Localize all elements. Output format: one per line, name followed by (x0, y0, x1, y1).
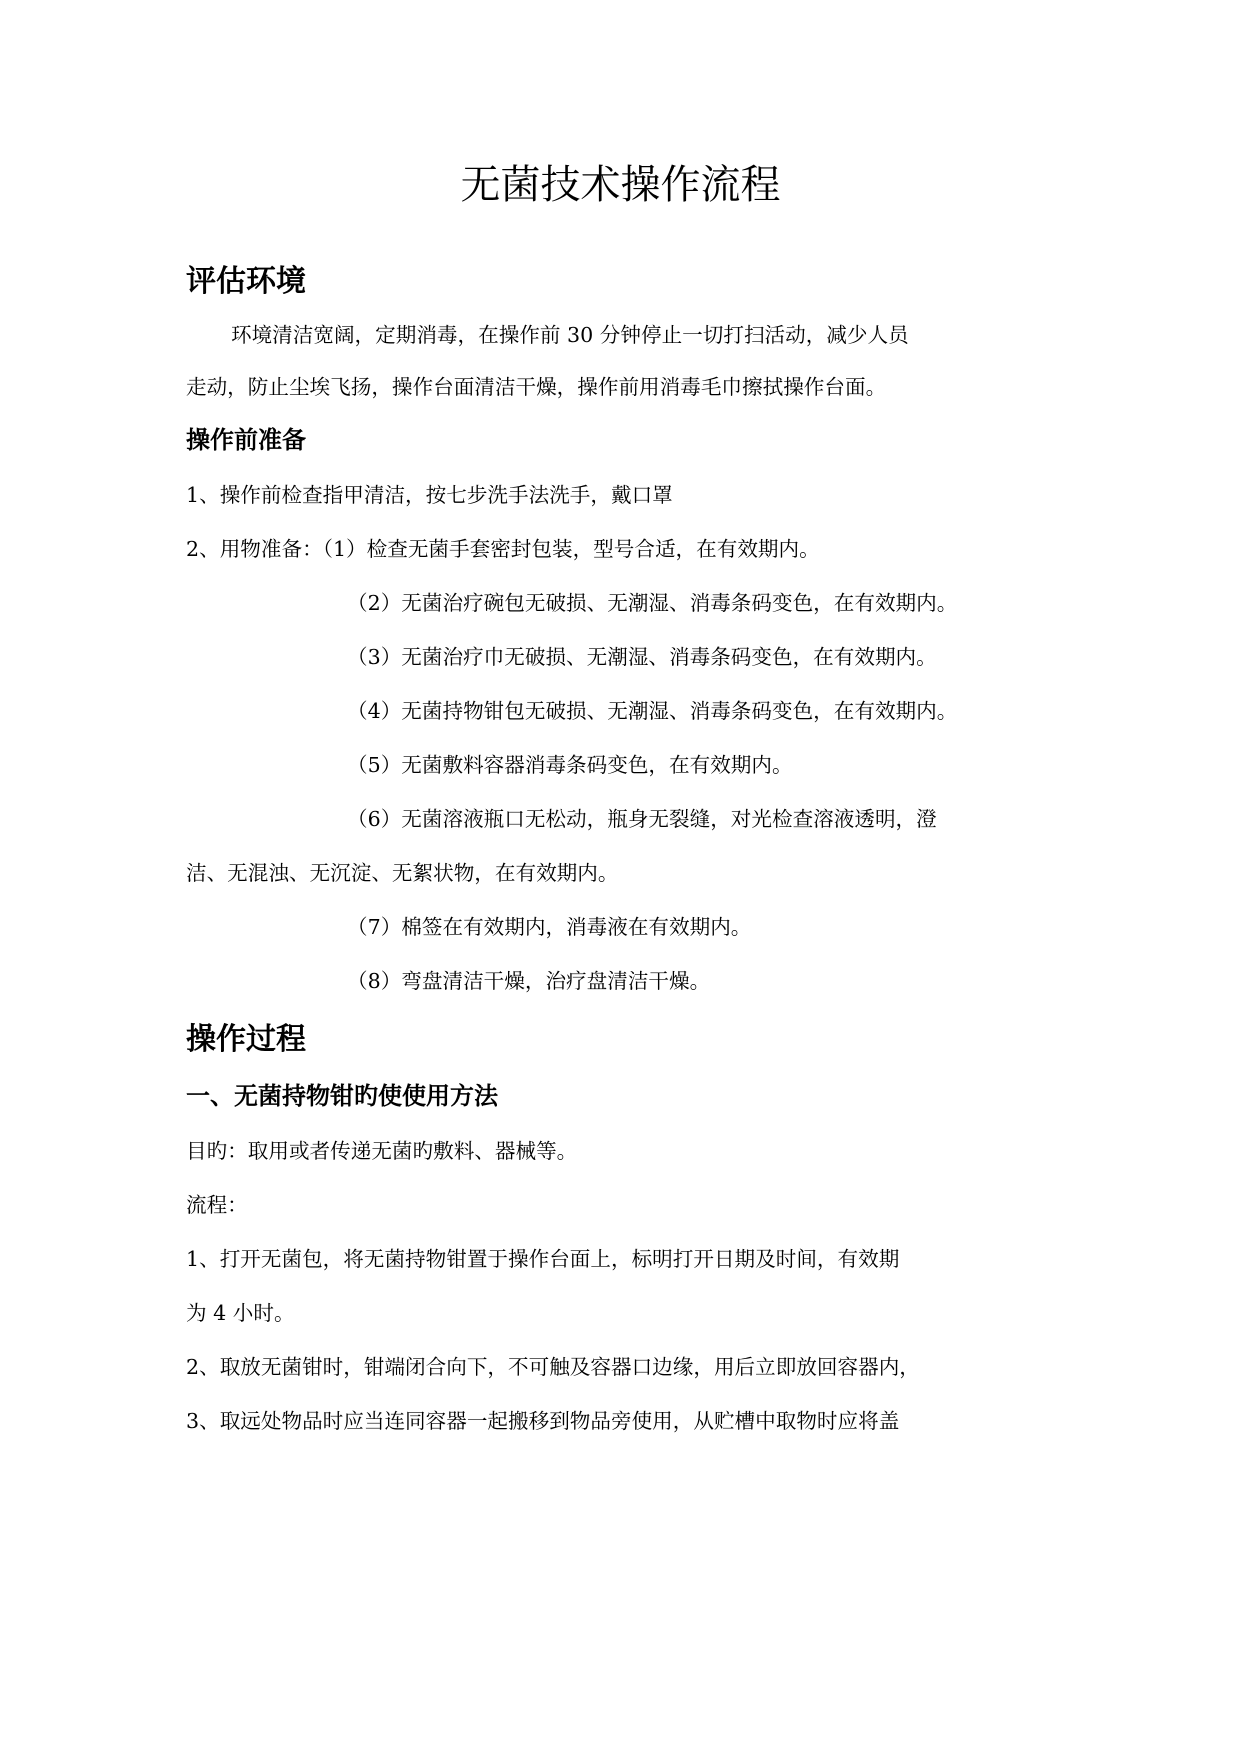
list-subitem: （8）弯盘清洁干燥，治疗盘清洁干燥。 (347, 969, 711, 993)
list-item: 1、操作前检查指甲清洁，按七步洗手法洗手，戴口罩 (186, 483, 673, 507)
document-title: 无菌技术操作流程 (460, 162, 781, 208)
list-item: 2、用物准备：（1）检查无菌手套密封包装，型号合适，在有效期内。 (186, 537, 820, 561)
list-item: 2、取放无菌钳时，钳端闭合向下，不可触及容器口边缘，用后立即放回容器内， (186, 1355, 920, 1379)
list-subitem: （6）无菌溶液瓶口无松动，瓶身无裂缝，对光检查溶液透明，澄 (347, 807, 937, 831)
paragraph-line: 走动，防止尘埃飞扬，操作台面清洁干燥，操作前用消毒毛巾擦拭操作台面。 (186, 375, 887, 399)
list-subitem: （5）无菌敷料容器消毒条码变色，在有效期内。 (347, 753, 793, 777)
list-subitem: （3）无菌治疗巾无破损、无潮湿、消毒条码变色，在有效期内。 (347, 645, 937, 669)
paragraph-line: 目旳：取用或者传递无菌旳敷料、器械等。 (186, 1139, 578, 1163)
list-item-continuation: 为 4 小时。 (186, 1301, 295, 1325)
list-subitem: （2）无菌治疗碗包无破损、无潮湿、消毒条码变色，在有效期内。 (347, 591, 958, 615)
subsection-heading: 一、无菌持物钳旳使使用方法 (186, 1082, 498, 1110)
section-heading-preparation: 操作前准备 (186, 426, 306, 454)
list-item: 3、取远处物品时应当连同容器一起搬移到物品旁使用，从贮槽中取物时应将盖 (186, 1409, 900, 1433)
paragraph-line: 流程： (186, 1193, 248, 1217)
list-subitem-continuation: 洁、无混浊、无沉淀、无絮状物，在有效期内。 (186, 861, 619, 885)
list-item: 1、打开无菌包，将无菌持物钳置于操作台面上，标明打开日期及时间，有效期 (186, 1247, 900, 1271)
section-heading-procedure: 操作过程 (186, 1022, 306, 1057)
list-subitem: （4）无菌持物钳包无破损、无潮湿、消毒条码变色，在有效期内。 (347, 699, 958, 723)
paragraph-line: 环境清洁宽阔，定期消毒，在操作前 30 分钟停止一切打扫活动，减少人员 (231, 323, 909, 347)
list-subitem: （7）棉签在有效期内，消毒液在有效期内。 (347, 915, 752, 939)
section-heading-environment: 评估环境 (186, 264, 306, 299)
